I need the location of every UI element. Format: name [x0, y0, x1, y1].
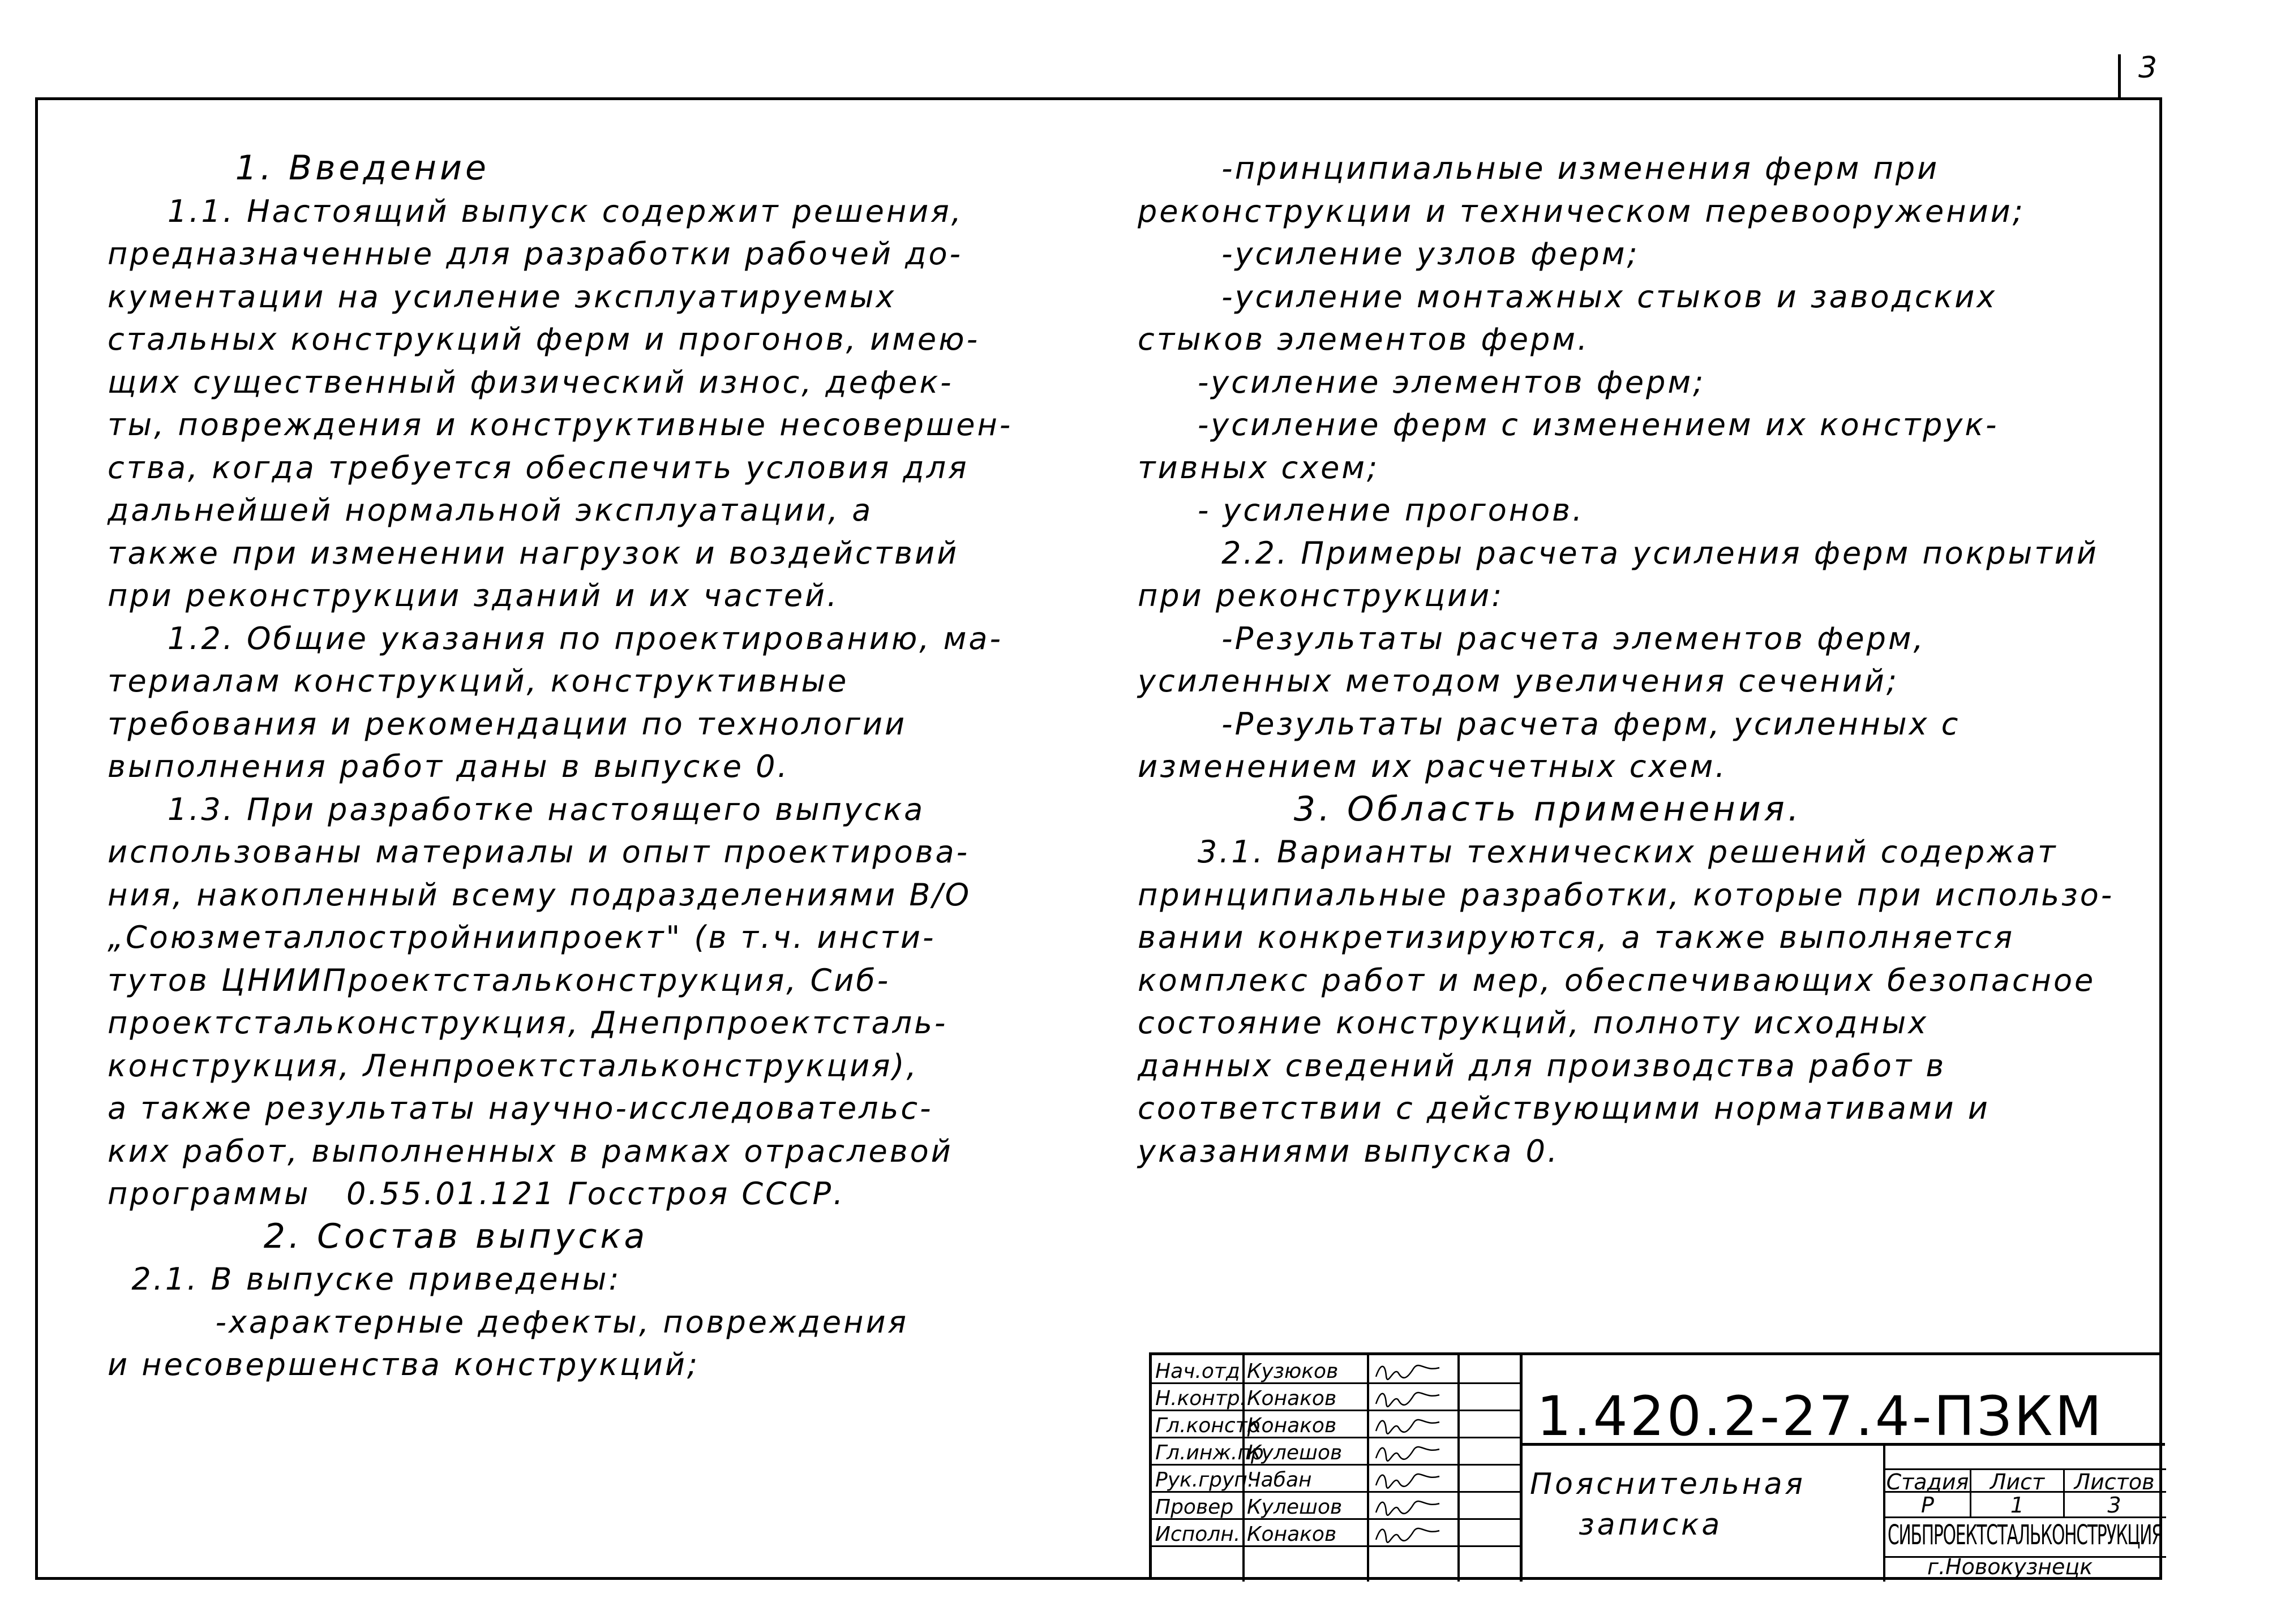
text-line: кументации на усиление эксплуатируемых — [108, 278, 897, 315]
text-line: а также результаты научно-исследовательс- — [108, 1090, 933, 1126]
text-line: -Результаты расчета элементов ферм, — [1138, 620, 1926, 656]
drawing-code: 1.420.2-27.4-ПЗКМ — [1537, 1385, 2104, 1448]
handwritten-signature — [1374, 1388, 1442, 1407]
section-heading: 3. Область применения. — [1138, 789, 1802, 829]
text-line: ких работ, выполненных в рамках отраслевой — [108, 1133, 953, 1169]
signature-role: Провер — [1155, 1496, 1234, 1519]
text-line: конструкция, Ленпроектстальконструкция), — [108, 1047, 919, 1084]
text-line: 1.2. Общие указания по проектированию, ма- — [108, 620, 1003, 656]
text-line: -усиление узлов ферм; — [1138, 236, 1640, 272]
text-line: состояние конструкций, полноту исходных — [1138, 1005, 1929, 1041]
signature-role: Рук.груп. — [1155, 1468, 1254, 1492]
text-line: предназначенные для разработки рабочей до- — [108, 236, 963, 272]
section-heading: 2. Состав выпуска — [108, 1216, 649, 1256]
left-text-column — [108, 147, 1047, 1386]
stage-value: Р — [1921, 1493, 1934, 1518]
handwritten-signature — [1374, 1497, 1442, 1516]
signature-name: Чабан — [1247, 1468, 1312, 1492]
handwritten-signature — [1374, 1470, 1442, 1489]
sheet-label: Лист — [1990, 1470, 2045, 1494]
text-line: -усиление монтажных стыков и заводских — [1138, 278, 1997, 315]
text-line: тутов ЦНИИПроектстальконструкция, Сиб- — [108, 962, 891, 998]
signature-role: Исполн. — [1155, 1523, 1241, 1546]
text-line: „Союзметаллостройниипроект" (в т.ч. инсти- — [108, 920, 936, 955]
text-line: указаниями выпуска 0. — [1138, 1133, 1560, 1169]
text-line: вании конкретизируются, а также выполняется — [1138, 920, 2015, 955]
organization-name: СИБПРОЕКТСТАЛЬКОНСТРУКЦИЯ — [1888, 1519, 2163, 1551]
text-line: 3.1. Варианты технических решений содержат — [1138, 834, 2058, 870]
text-line: ты, повреждения и конструктивные несовершен- — [108, 407, 1013, 442]
text-line: 2.2. Примеры расчета усиления ферм покрытий — [1138, 535, 2099, 571]
text-line: при реконструкции: — [1138, 578, 1504, 613]
text-line: дальнейшей нормальной эксплуатации, а — [108, 492, 873, 528]
text-line: ния, накопленный всему подразделениями В/О — [108, 877, 972, 913]
text-line: данных сведений для производства работ в — [1138, 1047, 1946, 1084]
signature-name: Конаков — [1247, 1414, 1337, 1437]
sheet-value: 1 — [2010, 1493, 2025, 1518]
organization-city: г.Новокузнецк — [1927, 1554, 2093, 1579]
handwritten-signature — [1374, 1442, 1442, 1462]
text-line: также при изменении нагрузок и воздействий — [108, 535, 959, 571]
signature-name: Кулешов — [1247, 1496, 1343, 1519]
text-line: комплекс работ и мер, обеспечивающих безопасное — [1138, 962, 2096, 998]
section-heading: 1. Введение — [108, 148, 490, 188]
signature-role: Н.контр. — [1155, 1387, 1247, 1410]
text-line: -усиление ферм с изменением их конструк- — [1138, 407, 1999, 442]
text-line: реконструкции и техническом перевооружении; — [1138, 193, 2025, 229]
text-line: программы 0.55.01.121 Госстроя СССР. — [108, 1176, 846, 1211]
text-line: щих существенный физический износ, дефек- — [108, 364, 954, 400]
text-line: ства, когда требуется обеспечить условия для — [108, 449, 969, 486]
text-line: использованы материалы и опыт проектирова- — [108, 834, 970, 870]
text-line: 2.1. В выпуске приведены: — [108, 1261, 621, 1297]
text-line: и несовершенства конструкций; — [108, 1347, 700, 1382]
text-line: стыков элементов ферм. — [1138, 321, 1590, 357]
sheets-value: 3 — [2107, 1493, 2121, 1518]
text-line: - усиление прогонов. — [1138, 492, 1585, 528]
sheets-label: Листов — [2074, 1470, 2155, 1494]
text-line: 1.3. При разработке настоящего выпуска — [108, 791, 925, 827]
handwritten-signature — [1374, 1415, 1442, 1434]
signature-name: Кузюков — [1247, 1360, 1339, 1383]
text-line: требования и рекомендации по технологии — [108, 706, 907, 742]
text-line: при реконструкции зданий и их частей. — [108, 578, 839, 613]
right-text-column — [1138, 147, 2117, 1172]
text-line: -характерные дефекты, повреждения — [108, 1304, 909, 1340]
signature-name: Кулешов — [1247, 1441, 1343, 1464]
text-line: изменением их расчетных схем. — [1138, 749, 1727, 784]
text-line: териалам конструкций, конструктивные — [108, 663, 849, 699]
document-title: Пояснительная записка — [1530, 1467, 1806, 1542]
text-line: усиленных методом увеличения сечений; — [1138, 663, 1900, 699]
text-line: выполнения работ даны в выпуске 0. — [108, 749, 790, 784]
text-line: тивных схем; — [1138, 449, 1380, 486]
signature-name: Конаков — [1247, 1387, 1337, 1410]
text-line: стальных конструкций ферм и прогонов, имею- — [108, 321, 980, 357]
signature-role: Гл.констр — [1155, 1414, 1260, 1437]
text-line: соответствии с действующими нормативами и — [1138, 1090, 1990, 1126]
text-line: принципиальные разработки, которые при использо- — [1138, 877, 2115, 913]
text-line: проектстальконструкция, Днепрпроектсталь- — [108, 1005, 948, 1041]
text-line: -Результаты расчета ферм, усиленных с — [1138, 706, 1961, 742]
text-line: -усиление элементов ферм; — [1138, 364, 1706, 400]
signature-name: Конаков — [1247, 1523, 1337, 1546]
signature-role: Гл.инж.пр — [1155, 1441, 1264, 1464]
title-block — [1149, 1352, 2162, 1580]
stage-label: Стадия — [1886, 1470, 1969, 1494]
handwritten-signature — [1374, 1524, 1442, 1543]
signature-role: Нач.отд — [1155, 1360, 1240, 1383]
sheet-number: 3 — [2138, 51, 2158, 85]
text-line: -принципиальные изменения ферм при — [1138, 151, 1940, 186]
text-line: 1.1. Настоящий выпуск содержит решения, — [108, 193, 963, 229]
handwritten-signature — [1374, 1361, 1442, 1380]
